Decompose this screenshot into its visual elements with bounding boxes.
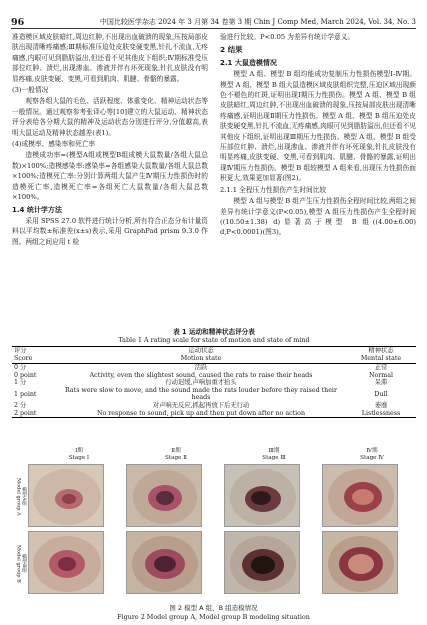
figure-caption-en: Figure 2 Model group A, Model group B modeling situation <box>117 613 310 621</box>
stage-criteria-paragraph: 准造模区域皮肤暗红,周边红肿,不出现出血破溃的现象,压按局部皮肤出现清晰疼痛感;Ⅲ期标准压迫处皮肤变硬变黑,针扎不流血,无疼痛感,内眼可见到脂肪溢出,但还看不见其他皮下组织;Ⅳ期标准受压部位红肿、溃烂,出现渗血、渗液并伴有坏死现象,针扎皮肤没有明显疼痛,皮肤变硬、变黑,可看到肌肉、肌腱、骨骼的暴露。 <box>12 33 208 83</box>
stage-cn: Ⅰ期 <box>75 448 83 454</box>
stage-cn: Ⅳ期 <box>366 448 378 454</box>
rating-scale-table <box>12 346 416 418</box>
page-number: 96 <box>11 17 25 28</box>
table-cell: Normal <box>368 371 394 379</box>
table-1 <box>12 326 416 418</box>
row-label-model-b: 模型B组 Model group B <box>15 544 27 583</box>
table-cell: 2 分 <box>14 401 27 409</box>
section-2-1-1-heading: 2.1.1 全程压力性损伤产生时间比较 <box>220 185 327 194</box>
stage-label-2 <box>139 448 213 461</box>
table-cell: 活跃 <box>194 364 208 371</box>
photo-model-b-stage-2 <box>126 531 202 594</box>
header-mental: 精神状态 Mental state <box>346 347 416 364</box>
table-cell: 0 分 <box>14 364 27 371</box>
header-score: 评分 Score <box>12 347 56 364</box>
rates-paragraph: 造模成功率=(模型A组或模型B组成模大鼠数量/各组大鼠总数)×100%;造模感染率:感染率=各组感染大鼠数量/各组大鼠总数×100%;造模死亡率:分别计算两组大鼠产生Ⅳ期压力性损伤时的造模死亡率,造模死亡率=各组死亡大鼠数量/各组大鼠总数×100%。 <box>12 151 208 202</box>
section-1-4-heading: 1.4 统计学方法 <box>12 205 62 214</box>
table-cell: 萎靡 <box>374 401 388 409</box>
stage-label-3 <box>237 448 311 461</box>
stage-label-4 <box>335 448 409 461</box>
table-row <box>12 387 416 402</box>
table-cell: Activity, even the slightest sound, caused the rats to raise their heads <box>89 371 313 379</box>
section-2-heading: 2 结果 <box>220 45 243 55</box>
table-cell: 对声响无反应,抓起再放下后无行动 <box>152 401 250 409</box>
row-label-model-a: 模型A组 Model group A <box>15 477 27 516</box>
stage-label-1 <box>42 448 116 461</box>
table-row <box>12 364 416 372</box>
journal-running-title: 中国比较医学杂志 2024 年 3 月第 34 卷第 3 期 Chin J Comp Med, March 2024, Vol. 34, No. 3 <box>99 18 416 26</box>
stage-cn: Ⅲ期 <box>268 448 280 454</box>
photo-model-b-stage-3 <box>224 531 300 594</box>
table-cell: 2 point <box>14 409 37 417</box>
table-cell: 1 point <box>14 390 37 398</box>
figure-2 <box>12 448 416 598</box>
section-2-1-heading: 2.1 大鼠造模情况 <box>220 58 277 67</box>
time-comparison-paragraph: 模型 A 组与模型 B 组产生压力性损伤全程时间比较,两组之间差异有统计学意义(P<0.05),模型 A 组压力性损伤产生全程时间((10.50±1.38) d)显著高于模型 B 组((4.00±6.00) d,P<0.0001)(图3)。 <box>220 197 416 237</box>
table-caption-cn: 表 1 运动和精神状态评分表 <box>173 328 255 336</box>
photo-model-b-stage-1 <box>28 531 104 594</box>
table-row <box>12 379 416 387</box>
photo-model-a-stage-3 <box>224 464 300 527</box>
stage-cn: Ⅱ期 <box>171 448 181 454</box>
table-cell: 呆滞 <box>374 379 388 387</box>
table-cell: 正常 <box>374 364 388 371</box>
header-motion: 运动状态 Motion state <box>56 347 346 364</box>
page-header <box>11 12 416 29</box>
photo-model-a-stage-1 <box>28 464 104 527</box>
modeling-results-paragraph: 模型 A 组、模型 B 组均能成功复制压力性损伤模型Ⅰ-Ⅳ期。模型 A 组、模型 B 组大鼠造模区域皮肤组织完整,压迫区域出现颜色不褪色的红斑,证明出现Ⅰ期压力性损伤。模型 A 组、模型 B 组皮肤暗红,周边红肿,不出现出血破溃的现象,压按局部皮肤出现清晰疼痛感,证明出现Ⅱ期压力性损伤。模型 A 组、模型 B 组压迫处皮肤变硬变黑,针扎不流血,无疼痛感,肉眼可见到脂肪溢出,但还看不见其他皮下组织,证明出现Ⅲ期压力性损伤。模型 A 组、模型 B 组受压部位红肿、溃烂,出现渗血、渗液并伴有坏死现象,针扎皮肤没有明显疼痛,皮肤变硬、变黑,可看到肌肉、肌腱、骨骼的暴露,证明出现Ⅳ期压力性损伤。模型 B 组较模型 A 组来看,出现压力性损伤面积更大,效果更加显著(图2)。 <box>220 70 416 183</box>
subsection-general-condition: (3)一般情况 <box>12 86 49 95</box>
photo-model-b-stage-4 <box>322 531 398 594</box>
table-cell: No response to sound, pick up and then put down after no action <box>96 409 306 417</box>
figure-caption-cn: 图 2 模型 A 组、B 组造模情况 <box>169 604 258 612</box>
stage-en: Stage Ⅰ <box>68 454 90 461</box>
statistics-continued-paragraph: 验进行比较。P<0.05 为差异有统计学意义。 <box>220 33 355 41</box>
stage-en: Stage Ⅳ <box>360 454 384 461</box>
photo-model-a-stage-4 <box>322 464 398 527</box>
table-cell: 0 point <box>14 371 37 379</box>
table-caption-en: Table 1 A rating scale for state of motion and state of mind <box>118 336 310 344</box>
table-row <box>12 410 416 418</box>
table-header-row <box>12 347 416 364</box>
table-cell: 1 分 <box>14 379 27 387</box>
left-column <box>12 32 208 247</box>
table-cell: Listlessness <box>361 409 401 417</box>
table-cell: Dull <box>374 390 388 398</box>
statistics-paragraph: 采用 SPSS 27.0 软件进行统计分析,所有符合正态分布计量资料以平均数±标准差(x±s)表示,采用 GraphPad prism 9.3.0 作图。两组之间应用 t 检 <box>12 216 208 246</box>
photo-model-a-stage-2 <box>126 464 202 527</box>
table-cell: Rats were slow to move, and the sound made the rats louder before they raised their heads <box>65 386 337 402</box>
right-column <box>220 32 416 238</box>
stage-en: Stage Ⅱ <box>165 454 187 461</box>
table-row <box>12 402 416 410</box>
stage-en: Stage Ⅲ <box>262 454 286 461</box>
table-cell: 行动迟缓,声响加重才抬头 <box>165 379 237 387</box>
general-condition-paragraph: 观察各组大鼠的毛色、活跃程度、体重变化、精神运动状态等一般情况。通过观察参考张译心等[10]建立的大鼠运动、精神状态评分表给各分期大鼠的精神及运动状态分别进行评分,分值越高,表明大鼠运动及精神状态越差(表1)。 <box>12 97 208 137</box>
subsection-rates: (4)成模率、感染率和死亡率 <box>12 140 96 149</box>
